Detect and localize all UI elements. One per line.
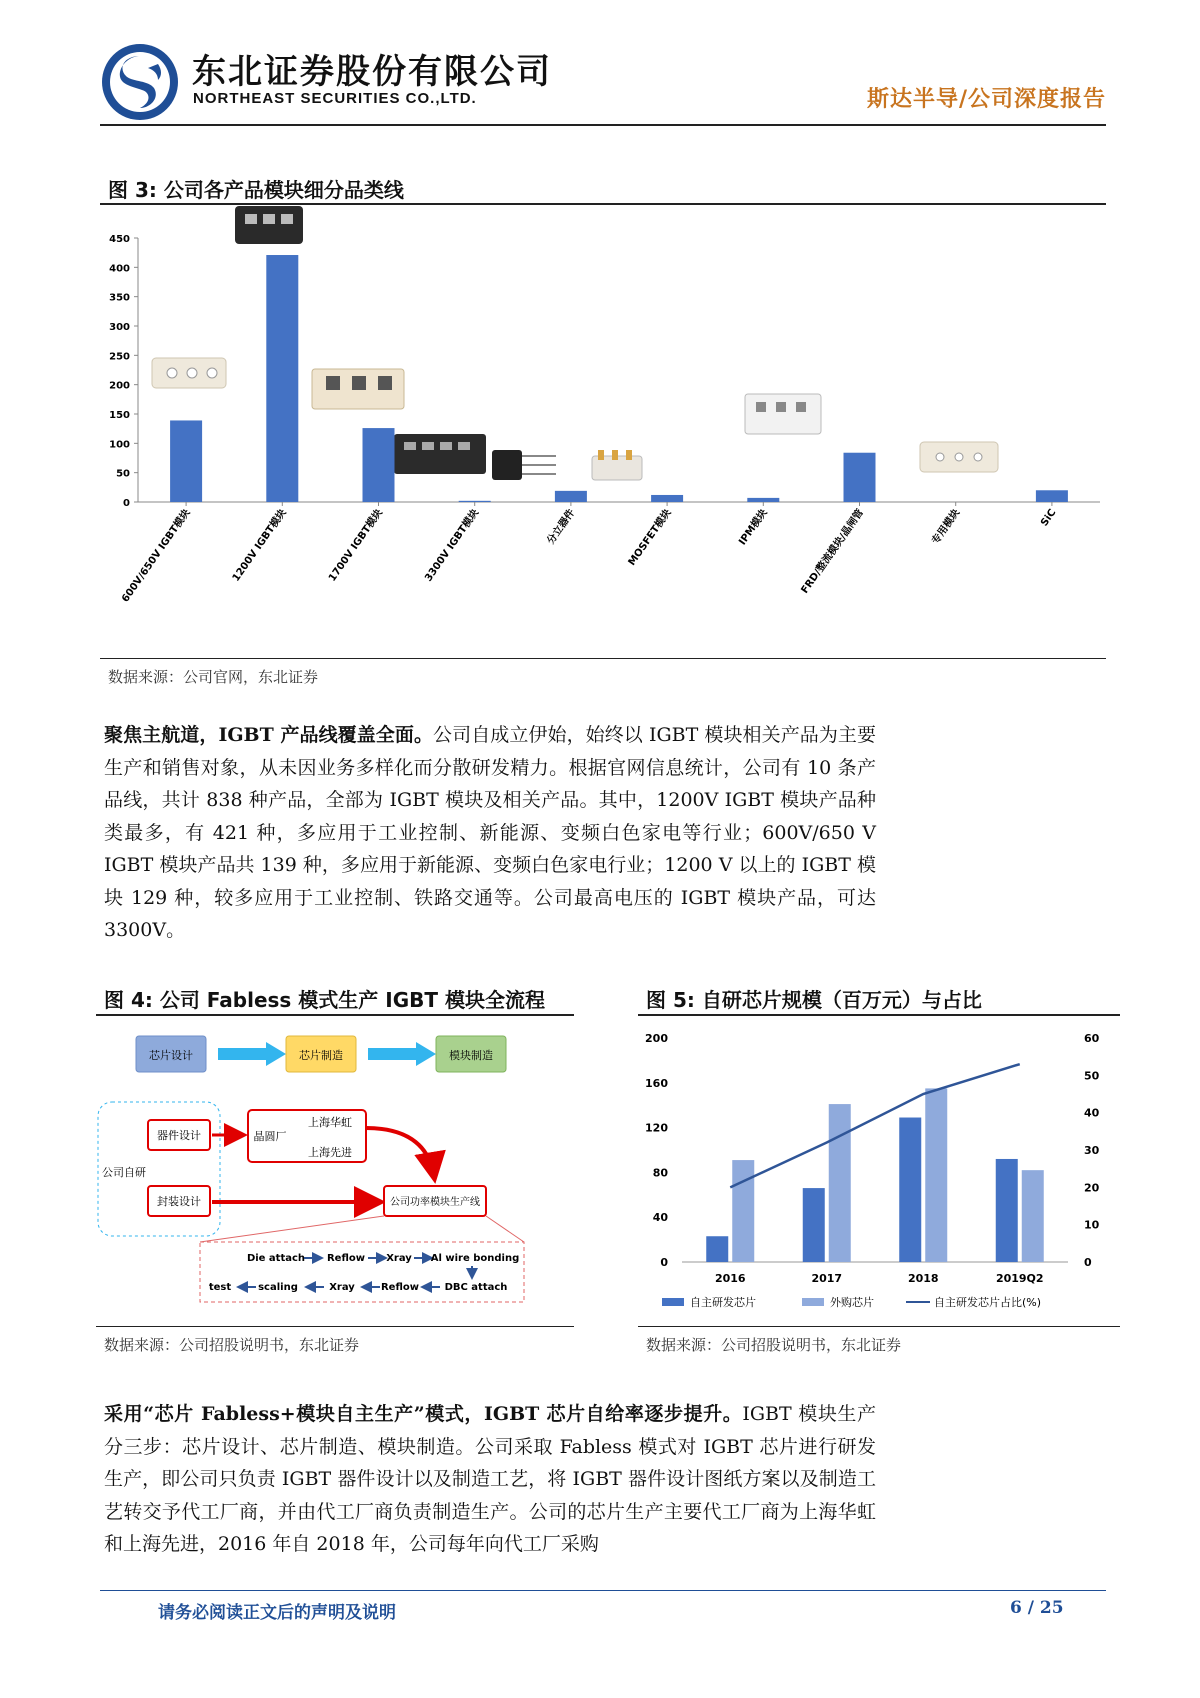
bar-3 <box>459 501 491 502</box>
y-right-tick-label: 20 <box>1084 1181 1100 1195</box>
bar-purchased-3 <box>1022 1170 1044 1262</box>
bar-self-1 <box>803 1188 825 1262</box>
bar-5 <box>651 495 683 502</box>
bar-7 <box>844 453 876 502</box>
module-image-3300v <box>394 434 486 474</box>
figure5-source: 数据来源：公司招股说明书，东北证券 <box>646 1336 902 1354</box>
y-tick-label: 450 <box>109 234 130 245</box>
bar-purchased-1 <box>829 1104 851 1262</box>
x-tick-label: SiC <box>1039 507 1059 529</box>
legend-label-self: 自主研发芯片 <box>690 1296 756 1309</box>
figure3-source: 数据来源：公司官网，东北证券 <box>108 668 319 686</box>
flow-arrow-2 <box>368 1042 436 1066</box>
company-name-en: NORTHEAST SECURITIES CO.,LTD. <box>193 90 477 107</box>
x-tick-label: 3300V IGBT模块 <box>423 507 482 584</box>
page-number: 6 / 25 <box>1010 1598 1064 1618</box>
process-test: test <box>208 1282 232 1293</box>
x-tick-label: 600V/650V IGBT模块 <box>120 507 193 605</box>
company-logo <box>100 42 180 122</box>
bar-purchased-0 <box>732 1160 754 1262</box>
frd-module-image <box>745 394 821 434</box>
process-xray-1: Xray <box>386 1253 412 1264</box>
discrete-device-image <box>492 450 556 480</box>
paragraph-2 <box>104 1398 876 1561</box>
x-tick-label: FRD/整流模块/晶闸管 <box>799 507 866 596</box>
footer-rule <box>100 1590 1106 1591</box>
y-right-tick-label: 60 <box>1084 1032 1100 1045</box>
foundry-b-label: 上海先进 <box>308 1146 352 1159</box>
y-tick-label: 250 <box>109 351 130 363</box>
bar-self-0 <box>706 1236 728 1262</box>
foundry-label: 晶圆厂 <box>253 1130 287 1143</box>
process-die-attach: Die attach <box>246 1253 306 1264</box>
module-image-1200v <box>235 206 303 244</box>
bar-self-2 <box>899 1118 921 1262</box>
report-type: 斯达半导/公司深度报告 <box>866 86 1106 112</box>
sic-module-image <box>920 442 998 472</box>
process-dbc-attach: DBC attach <box>444 1282 508 1293</box>
mosfet-module-image <box>592 450 642 480</box>
y-tick-label: 200 <box>109 380 130 392</box>
chip-design-label: 芯片设计 <box>149 1049 193 1062</box>
figure3-top-rule <box>100 203 1106 205</box>
device-design-label: 器件设计 <box>157 1129 201 1142</box>
figure4-bottom-rule <box>96 1326 574 1327</box>
foundry-to-line-arrow <box>366 1128 434 1176</box>
bar-self-3 <box>996 1159 1018 1262</box>
y-right-tick-label: 0 <box>1084 1256 1092 1269</box>
y-right-tick-label: 40 <box>1084 1106 1100 1120</box>
paragraph-1-lead: 聚焦主航道，IGBT 产品线覆盖全面。 <box>104 724 434 746</box>
process-al-wire-bonding: Al wire bonding <box>430 1253 520 1264</box>
figure3-title: 图 3: 公司各产品模块细分品类线 <box>108 178 404 202</box>
y-right-tick-label: 10 <box>1084 1218 1100 1232</box>
figure3-bottom-rule <box>100 658 1106 659</box>
figure5-chart <box>638 1016 1120 1324</box>
y-right-tick-label: 50 <box>1084 1069 1100 1083</box>
company-name-cn: 东北证券股份有限公司 <box>192 52 552 92</box>
y-tick-label: 0 <box>123 498 130 509</box>
y-left-tick-label: 0 <box>660 1256 668 1269</box>
y-tick-label: 100 <box>109 439 130 451</box>
bar-9 <box>1036 490 1068 502</box>
legend-label-purchased: 外购芯片 <box>830 1296 874 1309</box>
production-line-label: 公司功率模块生产线 <box>390 1197 480 1208</box>
y-tick-label: 300 <box>109 322 130 333</box>
process-scaling: scaling <box>258 1282 298 1293</box>
ratio-line <box>730 1064 1020 1187</box>
x-tick-label: 2017 <box>811 1272 843 1285</box>
figure5-x-labels <box>715 1272 1044 1285</box>
figure5-bottom-rule <box>638 1326 1120 1327</box>
x-tick-label: 2018 <box>907 1272 939 1285</box>
module-manufacture-label: 模块制造 <box>449 1049 493 1062</box>
y-left-tick-label: 40 <box>652 1211 668 1225</box>
module-image-1700v <box>312 369 404 409</box>
package-design-label: 封装设计 <box>157 1195 201 1208</box>
x-tick-label: 1200V IGBT模块 <box>230 507 289 584</box>
x-tick-label: 分立器件 <box>545 507 578 547</box>
bar-1 <box>266 255 298 502</box>
process-reflow-2: Reflow <box>380 1282 420 1293</box>
legend-label-ratio: 自主研发芯片占比(%) <box>934 1296 1042 1309</box>
zoom-line-right <box>486 1216 524 1242</box>
paragraph-2-text: IGBT 模块生产分三步：芯片设计、芯片制造、模块制造。公司采取 Fabless 模式对 IGBT 芯片进行研发生产，即公司只负责 IGBT 器件设计以及制造工艺，将 IGBT 器件设计图纸方案以及制造工艺转交予代工厂商，并由代工厂商负责制造生产。公司的芯片生产主要代工厂商为上海华虹和上海先进，2016 年自 2018 年，公司每年向代工厂采购 <box>104 1403 876 1555</box>
figure5-line <box>730 1064 1020 1187</box>
figure3-chart <box>100 206 1106 656</box>
x-tick-label: 专用模块 <box>930 507 963 547</box>
flow-arrow-1 <box>218 1042 286 1066</box>
y-right-tick-label: 30 <box>1084 1144 1100 1157</box>
bar-purchased-2 <box>925 1088 947 1262</box>
self-rd-label: 公司自研 <box>102 1166 146 1179</box>
header-rule <box>100 124 1106 126</box>
figure5-legend <box>662 1295 1041 1309</box>
y-tick-label: 400 <box>109 263 130 275</box>
y-tick-label: 50 <box>116 468 130 480</box>
figure3-x-labels <box>118 506 1058 604</box>
figure4-diagram <box>96 1016 574 1316</box>
module-image-600v <box>152 358 226 388</box>
y-left-tick-label: 200 <box>645 1032 668 1045</box>
bar-0 <box>170 420 202 502</box>
footer-disclaimer: 请务必阅读正文后的声明及说明 <box>158 1603 396 1623</box>
y-left-tick-label: 80 <box>652 1166 668 1180</box>
figure4-source: 数据来源：公司招股说明书，东北证券 <box>104 1336 360 1354</box>
x-tick-label: 1700V IGBT模块 <box>326 507 385 584</box>
y-tick-label: 350 <box>109 292 130 304</box>
bar-4 <box>555 491 587 502</box>
x-tick-label: 2016 <box>714 1272 746 1285</box>
y-left-tick-label: 160 <box>645 1076 668 1090</box>
x-tick-label: MOSFET模块 <box>626 507 674 568</box>
x-tick-label: 2019Q2 <box>995 1272 1044 1285</box>
process-steps-box <box>200 1242 524 1302</box>
paragraph-1 <box>104 719 876 947</box>
paragraph-2-lead: 采用“芯片 Fabless+模块自主生产”模式，IGBT 芯片自给率逐步提升。 <box>104 1403 743 1425</box>
y-left-tick-label: 120 <box>645 1121 668 1135</box>
bar-2 <box>363 428 395 502</box>
x-tick-label: IPM模块 <box>737 507 770 548</box>
chip-manufacture-label: 芯片制造 <box>299 1049 343 1062</box>
bar-6 <box>747 498 779 502</box>
figure4-title: 图 4: 公司 Fabless 模式生产 IGBT 模块全流程 <box>104 988 545 1012</box>
y-tick-label: 150 <box>109 410 130 421</box>
figure5-title: 图 5: 自研芯片规模（百万元）与占比 <box>646 988 982 1012</box>
legend-swatch-purchased <box>802 1298 824 1306</box>
foundry-a-label: 上海华虹 <box>308 1116 352 1129</box>
process-xray-2: Xray <box>329 1282 355 1293</box>
paragraph-1-text: 公司自成立伊始，始终以 IGBT 模块相关产品为主要生产和销售对象，从未因业务多样化而分散研发精力。根据官网信息统计，公司有 10 条产品线，共计 838 种产品，全部为 IGBT 模块及相关产品。其中，1200V IGBT 模块产品种类最多，有 421 种，多应用于工业控制、新能源、变频白色家电等行业；600V/650 V IGBT 模块产品共 139 种，多应用于新能源、变频白色家电行业；1200 V 以上的 IGBT 模块 129 种，较多应用于工业控制、铁路交通等。公司最高电压的 IGBT 模块产品，可达 3300V。 <box>104 724 876 941</box>
zoom-line-left <box>200 1216 384 1242</box>
process-reflow-1: Reflow <box>326 1253 366 1264</box>
legend-swatch-self <box>662 1298 684 1306</box>
